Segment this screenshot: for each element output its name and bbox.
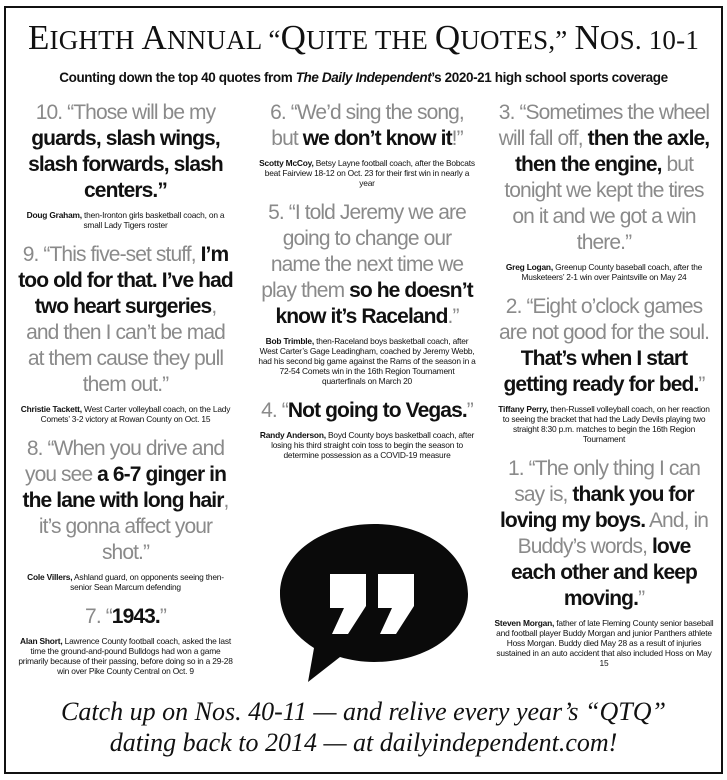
quote-4: 4. “Not going to Vegas.”	[261, 399, 473, 422]
quote-10: 10. “Those will be my guards, slash wings, slash forwards, slash centers.”	[28, 101, 223, 202]
attribution-5: Bob Trimble, then-Raceland boys basketball coach, after West Carter’s Gage Leadingham, coached by Jeremy Webb, had his second big game against the Rams of the season in a 72-54 Comets win in the 16th Region Tournament quarterfinals on March 20	[258, 336, 476, 386]
quote-8: 8. “When you drive and you see a 6-7 ginger in the lane with long hair, it’s gonna affect your shot.”	[22, 437, 229, 564]
quote-5: 5. “I told Jeremy we are going to change our name the next time we play them so he doesn’t know it’s Raceland.”	[261, 201, 473, 328]
attribution-1: Steven Morgan, father of late Fleming County senior baseball and football player Buddy Morgan and junior Panthers athlete Hoss Morgan. Buddy died May 28 as a result of injuries sustained in an auto accident that also included Hoss on May 15	[494, 618, 714, 668]
speech-bubble-quote-icon	[274, 516, 474, 686]
attribution-7: Alan Short, Lawrence County football coach, asked the last time the ground-and-pound Bulldogs had won a game primarily because of their passing, before doing so in a 29-28 win over Pike County Central on Oct. 9	[18, 636, 233, 676]
quote-6: 6. “We’d sing the song, but we don’t know it!”	[270, 101, 464, 150]
attribution-9: Christie Tackett, West Carter volleyball coach, on the Lady Comets’ 3-2 victory at Rowan County on Oct. 15	[20, 404, 231, 424]
page-title: EIGHTH ANNUAL “QUITE THE QUOTES,” NOS. 10-1	[27, 18, 700, 57]
attribution-6: Scotty McCoy, Betsy Layne football coach, after the Bobcats beat Fairview 18-12 on Oct. 23 for their first win in nearly a year	[259, 158, 475, 188]
footer-line-1: Catch up on Nos. 40-11 — and relive every year’s “QTQ”	[61, 697, 666, 726]
quote-1: 1. “The only thing I can say is, thank you for loving my boys. And, in Buddy’s words, love each other and keep moving.”	[499, 457, 709, 610]
attribution-4: Randy Anderson, Boyd County boys basketball coach, after losing his third straight coin toss to begin the season to determine possession as a COVID-19 measure	[259, 430, 475, 460]
attribution-3: Greg Logan, Greenup County baseball coach, after the Musketeers’ 2-1 win over Paintsville on May 24	[505, 262, 703, 282]
attribution-10: Doug Graham, then-Ironton girls basketball coach, on a small Lady Tigers roster	[26, 210, 225, 230]
footer-line-2: dating back to 2014 — at dailyindependent.com!	[109, 728, 618, 757]
page-frame	[4, 6, 723, 774]
quote-9: 9. “This five-set stuff, I’m too old for that. I’ve had two heart surgeries, and then I can’t be mad at them cause they pull them out.”	[18, 243, 233, 396]
page-subtitle: Counting down the top 40 quotes from The Daily Independent’s 2020-21 high school sports coverage	[59, 70, 668, 85]
attribution-8: Cole Villers, Ashland guard, on opponents seeing then-senior Sean Marcum defending	[27, 572, 224, 592]
column-left	[18, 100, 233, 688]
footer-callout	[6, 696, 721, 758]
quote-2: 2. “Eight o’clock games are not good for the soul. That’s when I start getting ready for bed.”	[498, 295, 710, 396]
column-middle	[258, 100, 476, 472]
attribution-2: Tiffany Perry, then-Russell volleyball coach, on her reaction to seeing the bracket that had the Lady Devils playing two straight 8:30 p.m. matches to begin the 16th Region Tournament	[498, 404, 710, 444]
quote-3: 3. “Sometimes the wheel will fall off, then the axle, then the engine, but tonight we kept the tires on it and we got a win there.”	[498, 101, 710, 254]
column-right	[494, 100, 714, 680]
quote-7: 7. “1943.”	[85, 605, 166, 628]
